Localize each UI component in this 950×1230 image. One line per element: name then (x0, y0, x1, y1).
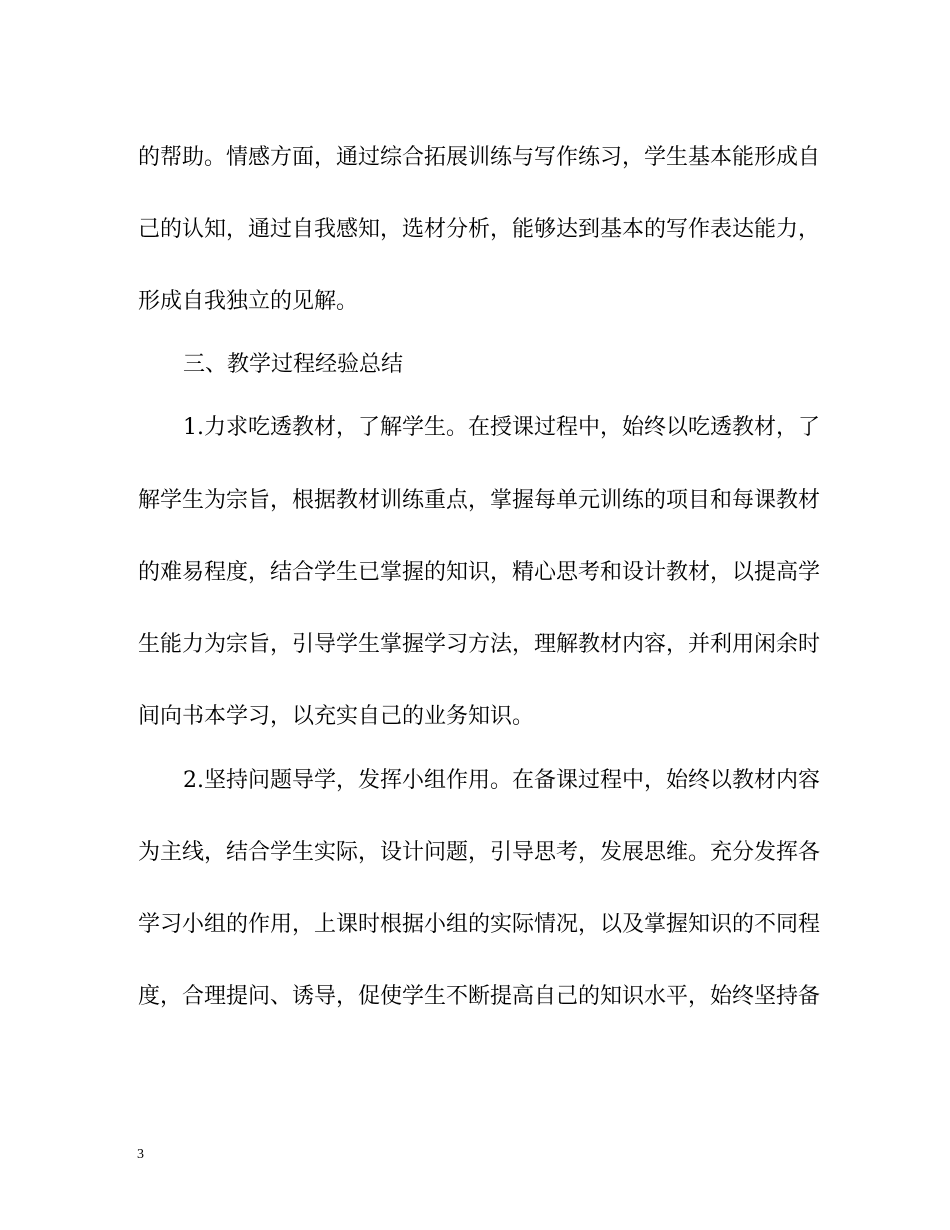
text-line: 间向书本学习，以充实自己的业务知识。 (138, 704, 535, 729)
text-line: 的帮助。情感方面，通过综合拓展训练与写作练习，学生基本能形成自 (138, 145, 821, 170)
page-number: 3 (137, 1147, 144, 1162)
text-line: 的难易程度，结合学生已掌握的知识，精心思考和设计教材，以提高学 (138, 560, 821, 585)
text-line: 1.力求吃透教材，了解学生。在授课过程中，始终以吃透教材，了 (183, 415, 820, 440)
text-line: 解学生为宗旨，根据教材训练重点，掌握每单元训练的项目和每课教材 (138, 488, 821, 513)
text-line: 己的认知，通过自我感知，选材分析，能够达到基本的写作表达能力， (138, 217, 821, 242)
text-line: 学习小组的作用，上课时根据小组的实际情况，以及掌握知识的不同程 (138, 912, 821, 937)
section-heading: 三、教学过程经验总结 (183, 352, 404, 377)
text-line: 2.坚持问题导学，发挥小组作用。在备课过程中，始终以教材内容 (183, 768, 820, 793)
text-line: 生能力为宗旨，引导学生掌握学习方法，理解教材内容，并利用闲余时 (138, 632, 821, 657)
text-line: 为主线，结合学生实际，设计问题，引导思考，发展思维。充分发挥各 (138, 840, 821, 865)
text-line: 形成自我独立的见解。 (138, 289, 359, 314)
text-line: 度，合理提问、诱导，促使学生不断提高自己的知识水平，始终坚持备 (138, 984, 821, 1009)
